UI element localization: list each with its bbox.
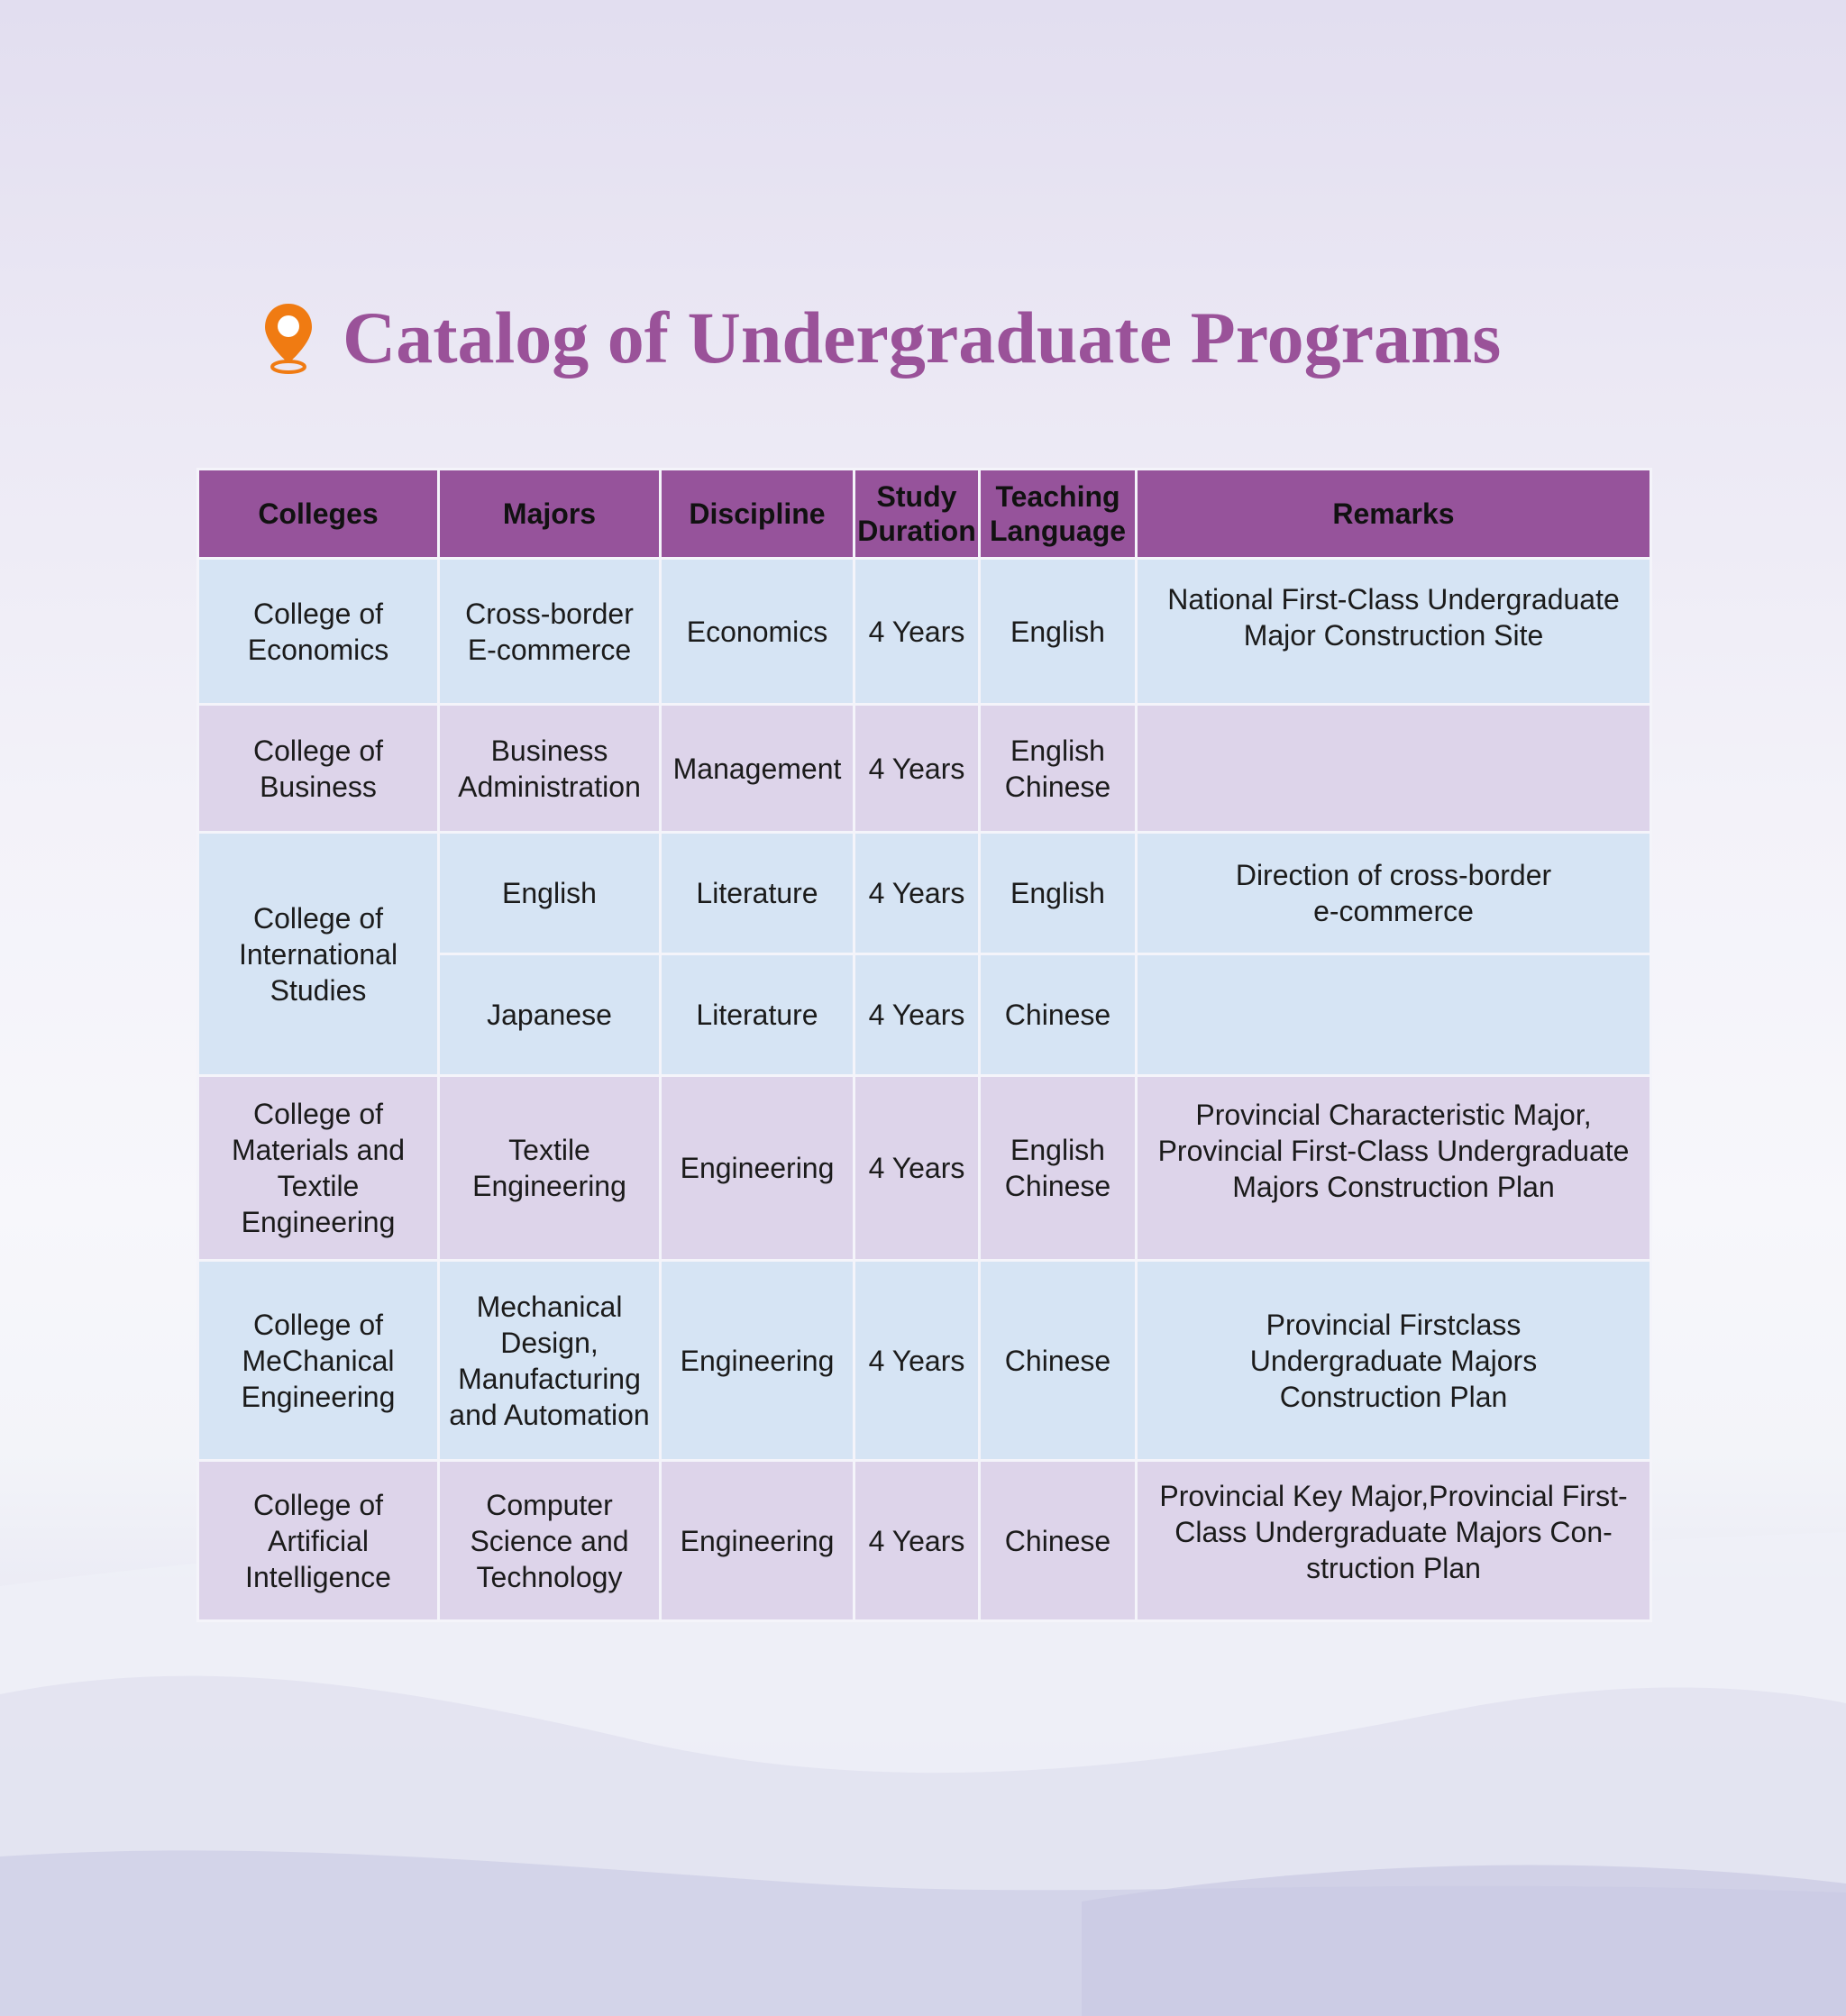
language-cell: English Chinese: [980, 705, 1137, 833]
table-row: [198, 1076, 1651, 1261]
table-row: [198, 1261, 1651, 1461]
duration-cell: 4 Years: [854, 559, 980, 705]
remarks-cell: Provincial Firstclass Undergraduate Majors Construction Plan: [1137, 1261, 1651, 1461]
duration-cell: 4 Years: [854, 1076, 980, 1261]
major-cell: English: [439, 833, 661, 954]
language-cell: English: [980, 833, 1137, 954]
table-row: [198, 1461, 1651, 1621]
remarks-cell: Direction of cross-border e-commerce: [1137, 833, 1651, 954]
language-cell: English: [980, 559, 1137, 705]
duration-cell: 4 Years: [854, 954, 980, 1076]
table-row: [198, 833, 1651, 954]
college-cell: College of Artificial Intelligence: [198, 1461, 439, 1621]
page-title: Catalog of Undergraduate Programs: [343, 296, 1502, 379]
major-cell: Mechanical Design, Manufacturing and Automation: [439, 1261, 661, 1461]
major-cell: Cross-border E-commerce: [439, 559, 661, 705]
language-cell: Chinese: [980, 954, 1137, 1076]
discipline-cell: Engineering: [661, 1261, 854, 1461]
programs-table: [196, 468, 1652, 1622]
duration-cell: 4 Years: [854, 705, 980, 833]
header-remarks: Remarks: [1137, 470, 1651, 559]
major-cell: Textile Engineering: [439, 1076, 661, 1261]
discipline-cell: Literature: [661, 833, 854, 954]
remarks-cell: Provincial Key Major,Provincial First- Class Undergraduate Majors Con- struction Plan: [1137, 1461, 1651, 1621]
header-majors: Majors: [439, 470, 661, 559]
location-pin-icon: [260, 300, 317, 376]
header-discipline: Discipline: [661, 470, 854, 559]
major-cell: Japanese: [439, 954, 661, 1076]
discipline-cell: Economics: [661, 559, 854, 705]
language-cell: English Chinese: [980, 1076, 1137, 1261]
college-cell: College of Economics: [198, 559, 439, 705]
page-title-block: [260, 288, 1501, 388]
discipline-cell: Engineering: [661, 1076, 854, 1261]
remarks-cell: [1137, 705, 1651, 833]
remarks-cell: [1137, 954, 1651, 1076]
college-cell: College of Business: [198, 705, 439, 833]
discipline-cell: Management: [661, 705, 854, 833]
language-cell: Chinese: [980, 1461, 1137, 1621]
table-row: [198, 559, 1651, 705]
remarks-cell: National First-Class Undergraduate Major Construction Site: [1137, 559, 1651, 705]
header-study-duration: Study Duration: [854, 470, 980, 559]
college-cell: College of Materials and Textile Engineering: [198, 1076, 439, 1261]
duration-cell: 4 Years: [854, 833, 980, 954]
duration-cell: 4 Years: [854, 1261, 980, 1461]
discipline-cell: Literature: [661, 954, 854, 1076]
remarks-cell: Provincial Characteristic Major, Provincial First-Class Undergraduate Majors Construction Plan: [1137, 1076, 1651, 1261]
table-header-row: [198, 470, 1651, 559]
language-cell: Chinese: [980, 1261, 1137, 1461]
major-cell: Computer Science and Technology: [439, 1461, 661, 1621]
discipline-cell: Engineering: [661, 1461, 854, 1621]
college-cell: College of MeChanical Engineering: [198, 1261, 439, 1461]
college-cell: College of International Studies: [198, 833, 439, 1076]
header-teaching-language: Teaching Language: [980, 470, 1137, 559]
major-cell: Business Administration: [439, 705, 661, 833]
table-row: [198, 705, 1651, 833]
header-colleges: Colleges: [198, 470, 439, 559]
duration-cell: 4 Years: [854, 1461, 980, 1621]
